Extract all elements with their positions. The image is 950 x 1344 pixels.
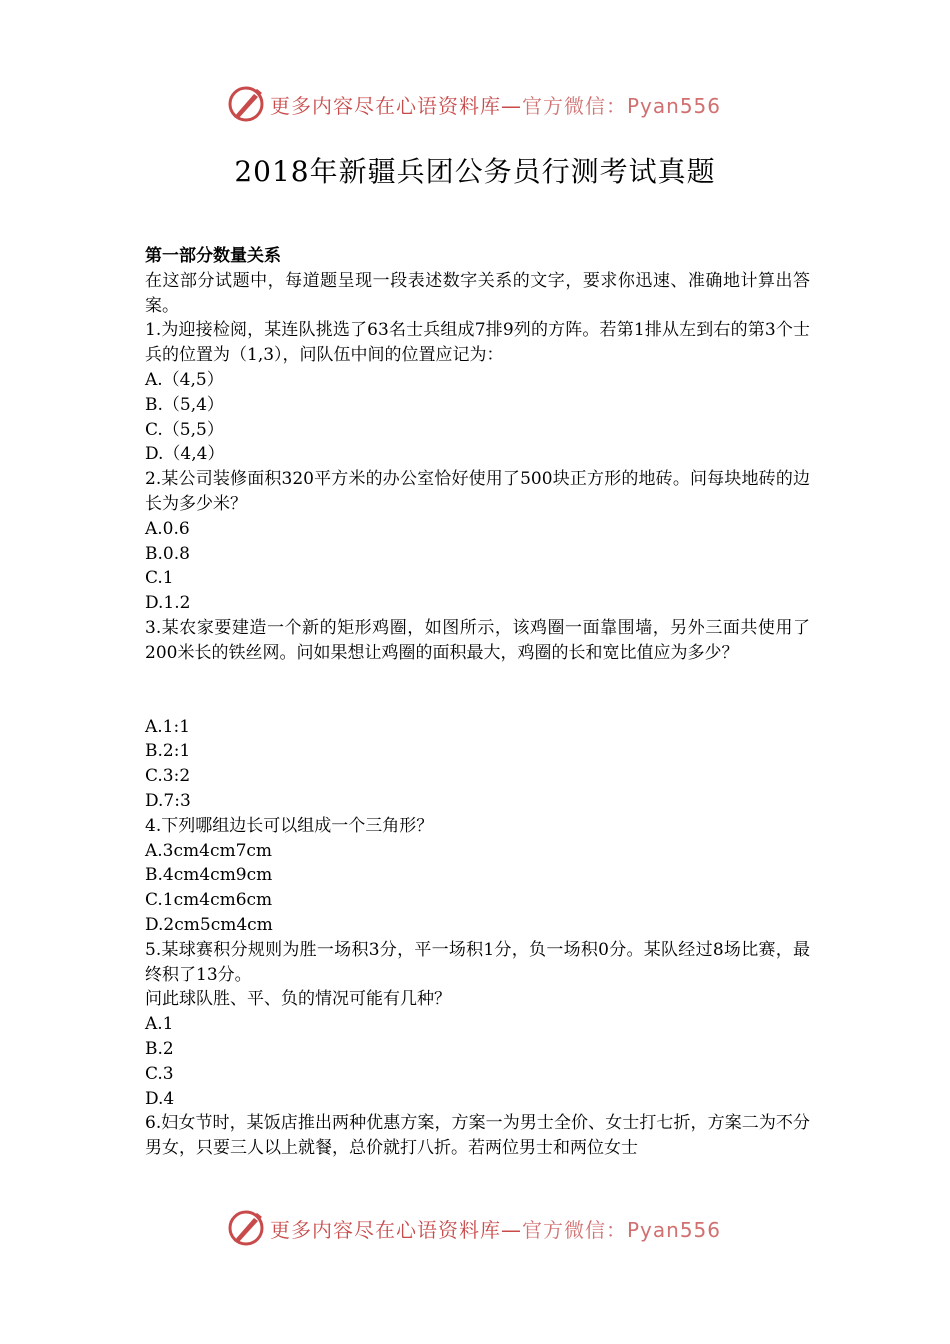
question-option: A.（4,5） [145,369,224,390]
question-stem: 2.某公司装修面积320平方米的办公室恰好使用了500块正方形的地砖。问每块地砖的边长为多少米？ [145,469,810,514]
footer-banner [226,1206,746,1250]
question-stem: 6.妇女节时，某饭店推出两种优惠方案，方案一为男士全价、女士打七折，方案二为不分男女，只要三人以上就餐，总价就打八折。若两位男士和两位女士 [145,1113,810,1159]
question-option: D.7:3 [145,790,191,811]
question-option: C.1cm4cm6cm [145,890,273,911]
question-option: B.2 [145,1038,174,1059]
header-banner [226,82,746,126]
pen-logo-icon [226,1208,266,1248]
question-option: A.1 [145,1014,174,1035]
question-stem: 3.某农家要建造一个新的矩形鸡圈，如图所示，该鸡圈一面靠围墙，另外三面共使用了200米长的铁丝网。问如果想让鸡圈的面积最大，鸡圈的长和宽比值应为多少？ [145,617,810,663]
question-stem: 1.为迎接检阅，某连队挑选了63名士兵组成7排9列的方阵。若第1排从左到右的第3个士兵的位置为（1,3），问队伍中间的位置应记为： [145,320,810,366]
banner-text: 更多内容尽在心语资料库—官方微信：Pyan556 [270,1217,722,1242]
document-body [145,244,810,1161]
question-option: D.1.2 [145,593,191,614]
question-stem-continued: 问此球队胜、平、负的情况可能有几种？ [145,989,451,1010]
banner-text: 更多内容尽在心语资料库—官方微信：Pyan556 [270,93,722,118]
question-option: C.（5,5） [145,419,224,440]
question-option: B.（5,4） [145,394,224,415]
question-stem: 4.下列哪组边长可以组成一个三角形？ [145,815,434,836]
question-option: C.1 [145,568,174,589]
section-heading: 第一部分数量关系 [145,246,281,266]
question-option: C.3:2 [145,766,191,787]
page-title: 2018年新疆兵团公务员行测考试真题 [234,155,716,188]
question-option: B.2:1 [145,741,191,762]
question-option: A.1:1 [145,716,191,737]
question-option: D.（4,4） [145,444,225,465]
figure-placeholder [145,666,810,715]
question-stem: 5.某球赛积分规则为胜一场积3分，平一场积1分，负一场积0分。某队经过8场比赛，最终积了13分。 [145,939,810,985]
section-intro: 在这部分试题中，每道题呈现一段表述数字关系的文字，要求你迅速、准确地计算出答案。 [145,270,810,316]
question-option: A.0.6 [145,518,190,539]
question-option: D.2cm5cm4cm [145,914,273,935]
pen-logo-icon [226,84,266,124]
question-option: C.3 [145,1063,174,1084]
question-option: A.3cm4cm7cm [145,840,273,861]
question-option: B.4cm4cm9cm [145,865,273,886]
question-option: D.4 [145,1088,175,1109]
question-option: B.0.8 [145,543,190,564]
